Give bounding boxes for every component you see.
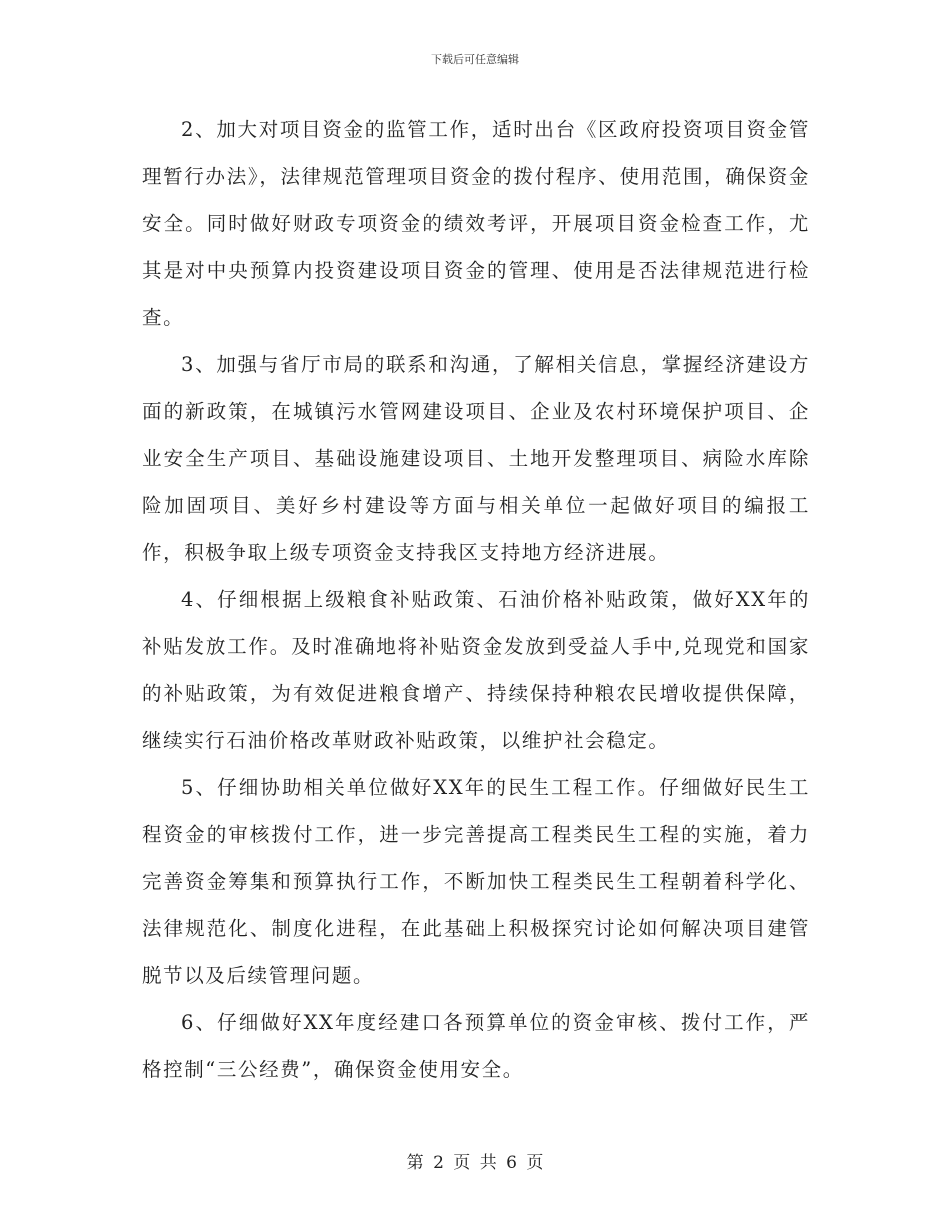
paragraph-5: 5、仔细协助相关单位做好XX年的民生工程工作。仔细做好民生工程资金的审核拨付工作，进一步完善提高工程类民生工程的实施，着力完善资金筹集和预算执行工作，不断加快工程类民生工程朝着科学化、法律规范化、制度化进程，在此基础上积极探究讨论如何解决项目建管脱节以及后续管理问题。 — [142, 776, 810, 987]
document-body — [142, 106, 810, 1093]
page-number-footer: 第 2 页 共 6 页 — [406, 1153, 544, 1173]
paragraph-4: 4、仔细根据上级粮食补贴政策、石油价格补贴政策，做好XX年的补贴发放工作。及时准确地将补贴资金发放到受益人手中,兑现党和国家的补贴政策，为有效促进粮食增产、持续保持种粮农民增收提供保障，继续实行石油价格改革财政补贴政策，以维护社会稳定。 — [142, 588, 810, 752]
page-header: 下载后可任意编辑 — [431, 53, 519, 66]
paragraph-6: 6、仔细做好XX年度经建口各预算单位的资金审核、拨付工作，严格控制“三公经费”，确保资金使用安全。 — [142, 1011, 810, 1081]
paragraph-2: 2、加大对项目资金的监管工作，适时出台《区政府投资项目资金管理暂行办法》，法律规范管理项目资金的拨付程序、使用范围，确保资金安全。同时做好财政专项资金的绩效考评，开展项目资金检查工作，尤其是对中央预算内投资建设项目资金的管理、使用是否法律规范进行检查。 — [142, 118, 810, 329]
paragraph-3: 3、加强与省厅市局的联系和沟通，了解相关信息，掌握经济建设方面的新政策，在城镇污水管网建设项目、企业及农村环境保护项目、企业安全生产项目、基础设施建设项目、土地开发整理项目、病险水库除险加固项目、美好乡村建设等方面与相关单位一起做好项目的编报工作，积极争取上级专项资金支持我区支持地方经济进展。 — [142, 353, 810, 564]
